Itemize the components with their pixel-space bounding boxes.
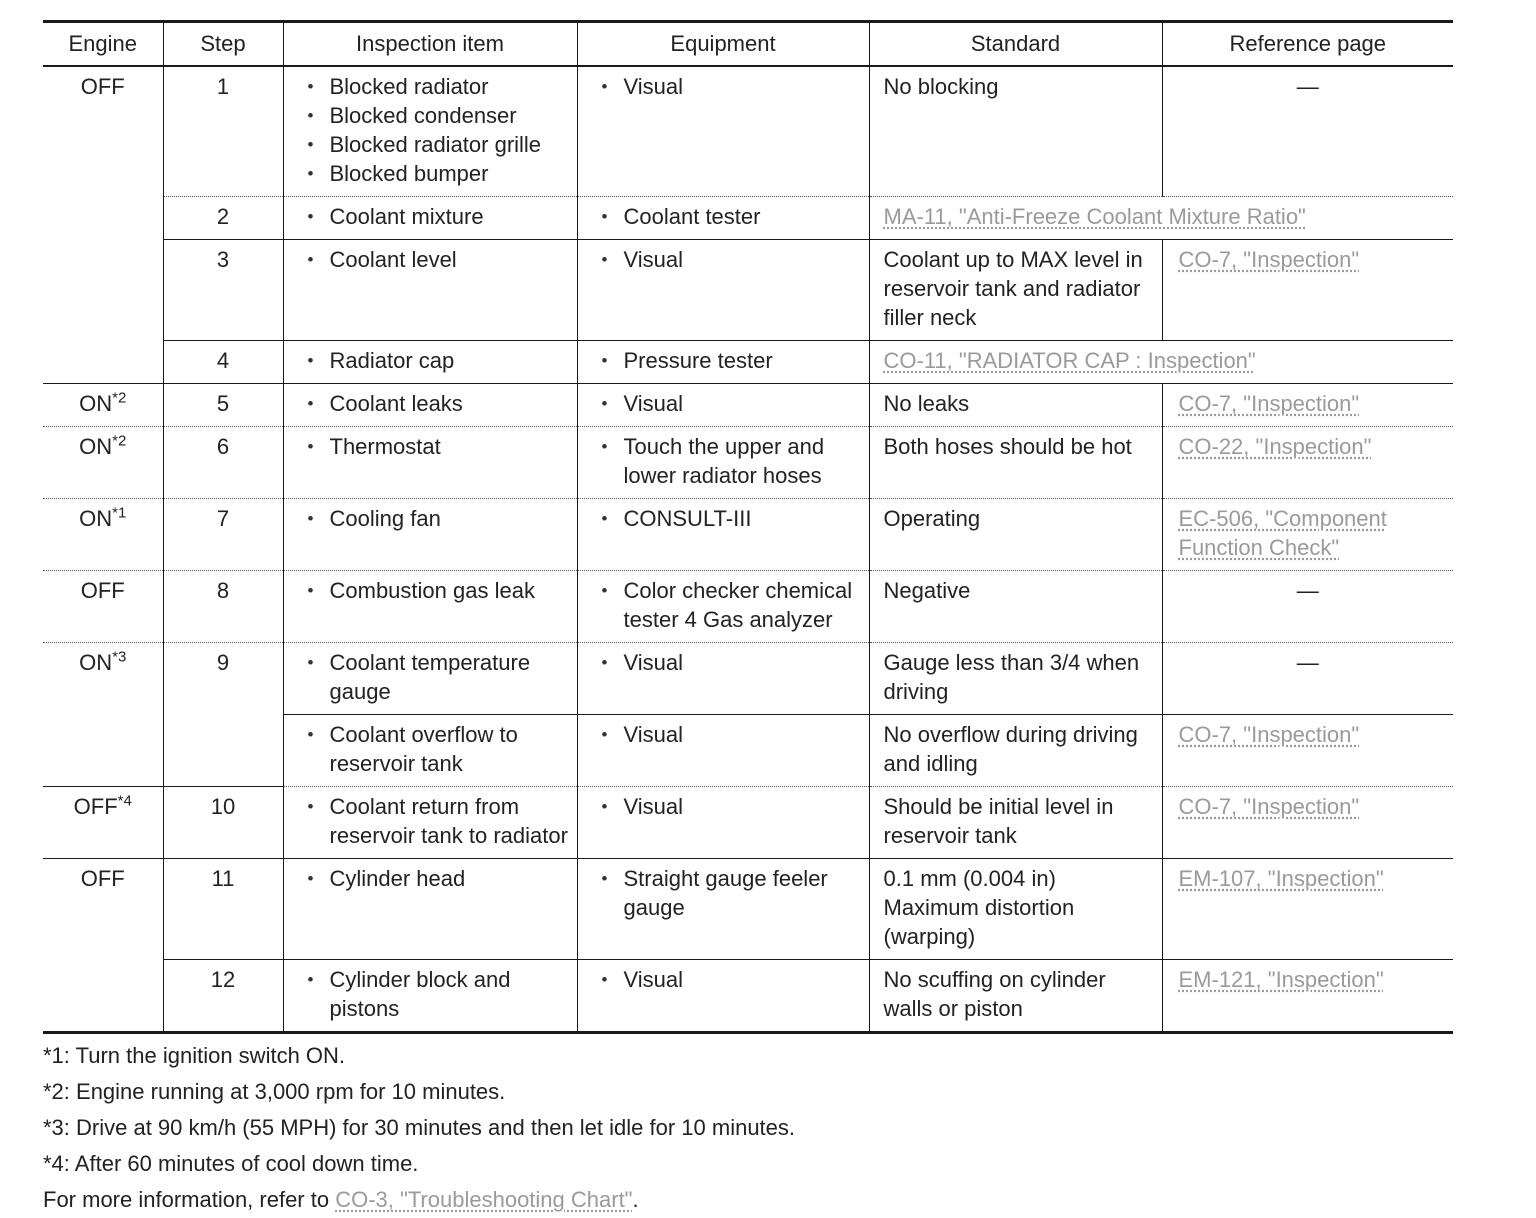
table-row (43, 66, 1453, 197)
list-item: • Cylinder head (308, 864, 571, 893)
reference-cell (1162, 240, 1453, 341)
inspection-item-cell (283, 499, 577, 571)
standard-cell: No overflow during driving and idling (869, 715, 1162, 787)
equipment-cell (577, 427, 869, 499)
reference-link[interactable]: CO-7, "Inspection" (1178, 722, 1360, 747)
list-item: • Coolant leaks (308, 389, 571, 418)
list-item: • Blocked radiator (308, 72, 571, 101)
reference-cell: — (1162, 571, 1453, 643)
list-item: • Cylinder block and pistons (308, 965, 571, 1023)
list-item: • Combustion gas leak (308, 576, 571, 605)
reference-cell (1162, 427, 1453, 499)
equipment-cell (577, 859, 869, 960)
reference-link[interactable]: EC-506, "Component Function Check" (1178, 506, 1387, 560)
list-item: • Pressure tester (602, 346, 863, 375)
list-item: • Radiator cap (308, 346, 571, 375)
inspection-document (43, 20, 1453, 1218)
reference-link[interactable]: EM-121, "Inspection" (1178, 967, 1384, 992)
list-item: • Touch the upper and lower radiator hoses (602, 432, 863, 490)
reference-link[interactable]: CO-22, "Inspection" (1178, 434, 1372, 459)
reference-link[interactable]: CO-7, "Inspection" (1178, 391, 1360, 416)
equipment-cell (577, 571, 869, 643)
table-row (43, 427, 1453, 499)
inspection-item-cell (283, 427, 577, 499)
engine-cell: OFF (80, 866, 125, 891)
list-item: • Coolant temperature gauge (308, 648, 571, 706)
footnote: *3: Drive at 90 km/h (55 MPH) for 30 minutes and then let idle for 10 minutes. (43, 1115, 796, 1140)
inspection-item-cell (283, 384, 577, 427)
standard-reference-cell (869, 341, 1453, 384)
reference-link[interactable]: CO-11, "RADIATOR CAP : Inspection" (883, 348, 1256, 373)
inspection-item-cell (283, 715, 577, 787)
standard-cell: Negative (869, 571, 1162, 643)
engine-cell: ON$^{*2}$ (43, 384, 163, 427)
table-header-row (43, 22, 1453, 67)
standard-cell: No leaks (869, 384, 1162, 427)
inspection-item-cell (283, 960, 577, 1033)
table-row (43, 643, 1453, 715)
standard-cell: Both hoses should be hot (869, 427, 1162, 499)
list-item: • Visual (602, 389, 863, 418)
list-item: • Blocked bumper (308, 159, 571, 188)
header-inspection-item: Inspection item (283, 22, 577, 67)
equipment-cell (577, 499, 869, 571)
inspection-item-cell (283, 787, 577, 859)
standard-cell: Coolant up to MAX level in reservoir tank and radiator filler neck (869, 240, 1162, 341)
list-item: • Blocked radiator grille (308, 130, 571, 159)
table-row (43, 341, 1453, 384)
table-row (43, 240, 1453, 341)
table-row (43, 499, 1453, 571)
equipment-cell (577, 715, 869, 787)
header-step: Step (163, 22, 283, 67)
list-item: • Coolant level (308, 245, 571, 274)
standard-cell: Operating (869, 499, 1162, 571)
table-row (43, 571, 1453, 643)
table-row (43, 787, 1453, 859)
step-cell: 11 (163, 859, 283, 960)
reference-cell (1162, 859, 1453, 960)
footnotes (43, 1038, 1453, 1218)
engine-cell: OFF (43, 571, 163, 643)
equipment-cell (577, 787, 869, 859)
footnote: *1: Turn the ignition switch ON. (43, 1043, 346, 1068)
inspection-item-cell (283, 197, 577, 240)
header-equipment: Equipment (577, 22, 869, 67)
step-cell: 6 (163, 427, 283, 499)
inspection-item-cell (283, 240, 577, 341)
inspection-table (43, 20, 1453, 1034)
step-cell: 2 (163, 197, 283, 240)
reference-link[interactable]: EM-107, "Inspection" (1178, 866, 1384, 891)
equipment-cell (577, 960, 869, 1033)
inspection-item-cell (283, 859, 577, 960)
list-item: • Straight gauge feeler gauge (602, 864, 863, 922)
inspection-item-cell (283, 643, 577, 715)
reference-link[interactable]: CO-7, "Inspection" (1178, 247, 1360, 272)
reference-cell (1162, 787, 1453, 859)
table-row (43, 197, 1453, 240)
reference-cell (1162, 715, 1453, 787)
table-row (43, 859, 1453, 960)
list-item: • Color checker chemical tester 4 Gas analyzer (602, 576, 863, 634)
list-item: • Visual (602, 245, 863, 274)
equipment-cell (577, 384, 869, 427)
step-cell: 7 (163, 499, 283, 571)
table-row (43, 960, 1453, 1033)
engine-cell: ON$^{*3}$ (43, 643, 163, 787)
table-row (43, 384, 1453, 427)
step-cell: 3 (163, 240, 283, 341)
list-item: • Visual (602, 72, 863, 101)
list-item: • Visual (602, 648, 863, 677)
list-item: • Cooling fan (308, 504, 571, 533)
reference-cell: — (1162, 643, 1453, 715)
equipment-cell (577, 240, 869, 341)
header-standard: Standard (869, 22, 1162, 67)
troubleshooting-chart-link[interactable]: CO-3, "Troubleshooting Chart" (335, 1187, 633, 1212)
list-item: • Coolant overflow to reservoir tank (308, 720, 571, 778)
list-item: • Coolant tester (602, 202, 863, 231)
reference-cell (1162, 384, 1453, 427)
engine-cell: ON$^{*2}$ (43, 427, 163, 499)
step-cell: 10 (163, 787, 283, 859)
inspection-item-cell (283, 571, 577, 643)
list-item: • Thermostat (308, 432, 571, 461)
equipment-cell (577, 197, 869, 240)
engine-cell: OFF (43, 66, 163, 384)
header-engine: Engine (43, 22, 163, 67)
more-info: For more information, refer to CO-3, "Troubleshooting Chart". (43, 1187, 639, 1212)
list-item: • CONSULT-III (602, 504, 863, 533)
footnote: *2: Engine running at 3,000 rpm for 10 minutes. (43, 1079, 506, 1104)
equipment-cell (577, 66, 869, 197)
inspection-item-cell (283, 341, 577, 384)
step-cell: 9 (163, 643, 283, 787)
standard-cell: No scuffing on cylinder walls or piston (869, 960, 1162, 1033)
list-item: • Visual (602, 720, 863, 749)
footnote: *4: After 60 minutes of cool down time. (43, 1151, 419, 1176)
reference-cell: — (1162, 66, 1453, 197)
reference-link[interactable]: MA-11, "Anti-Freeze Coolant Mixture Ratio" (883, 204, 1306, 229)
standard-cell: Should be initial level in reservoir tank (869, 787, 1162, 859)
reference-cell (1162, 499, 1453, 571)
step-cell: 12 (163, 960, 283, 1033)
list-item: • Coolant return from reservoir tank to radiator (308, 792, 571, 850)
equipment-cell (577, 643, 869, 715)
step-cell: 1 (163, 66, 283, 197)
engine-cell: ON$^{*1}$ (43, 499, 163, 571)
list-item: • Blocked condenser (308, 101, 571, 130)
standard-cell: Gauge less than 3/4 when driving (869, 643, 1162, 715)
reference-cell (1162, 960, 1453, 1033)
inspection-item-cell (283, 66, 577, 197)
step-cell: 5 (163, 384, 283, 427)
header-reference-page: Reference page (1162, 22, 1453, 67)
standard-cell: 0.1 mm (0.004 in) Maximum distortion (warping) (869, 859, 1162, 960)
list-item: • Coolant mixture (308, 202, 571, 231)
standard-cell: No blocking (869, 66, 1162, 197)
step-cell: 4 (163, 341, 283, 384)
equipment-cell (577, 341, 869, 384)
reference-link[interactable]: CO-7, "Inspection" (1178, 794, 1360, 819)
engine-cell: OFF$^{*4}$ (43, 787, 163, 859)
standard-reference-cell (869, 197, 1453, 240)
list-item: • Visual (602, 792, 863, 821)
list-item: • Visual (602, 965, 863, 994)
step-cell: 8 (163, 571, 283, 643)
